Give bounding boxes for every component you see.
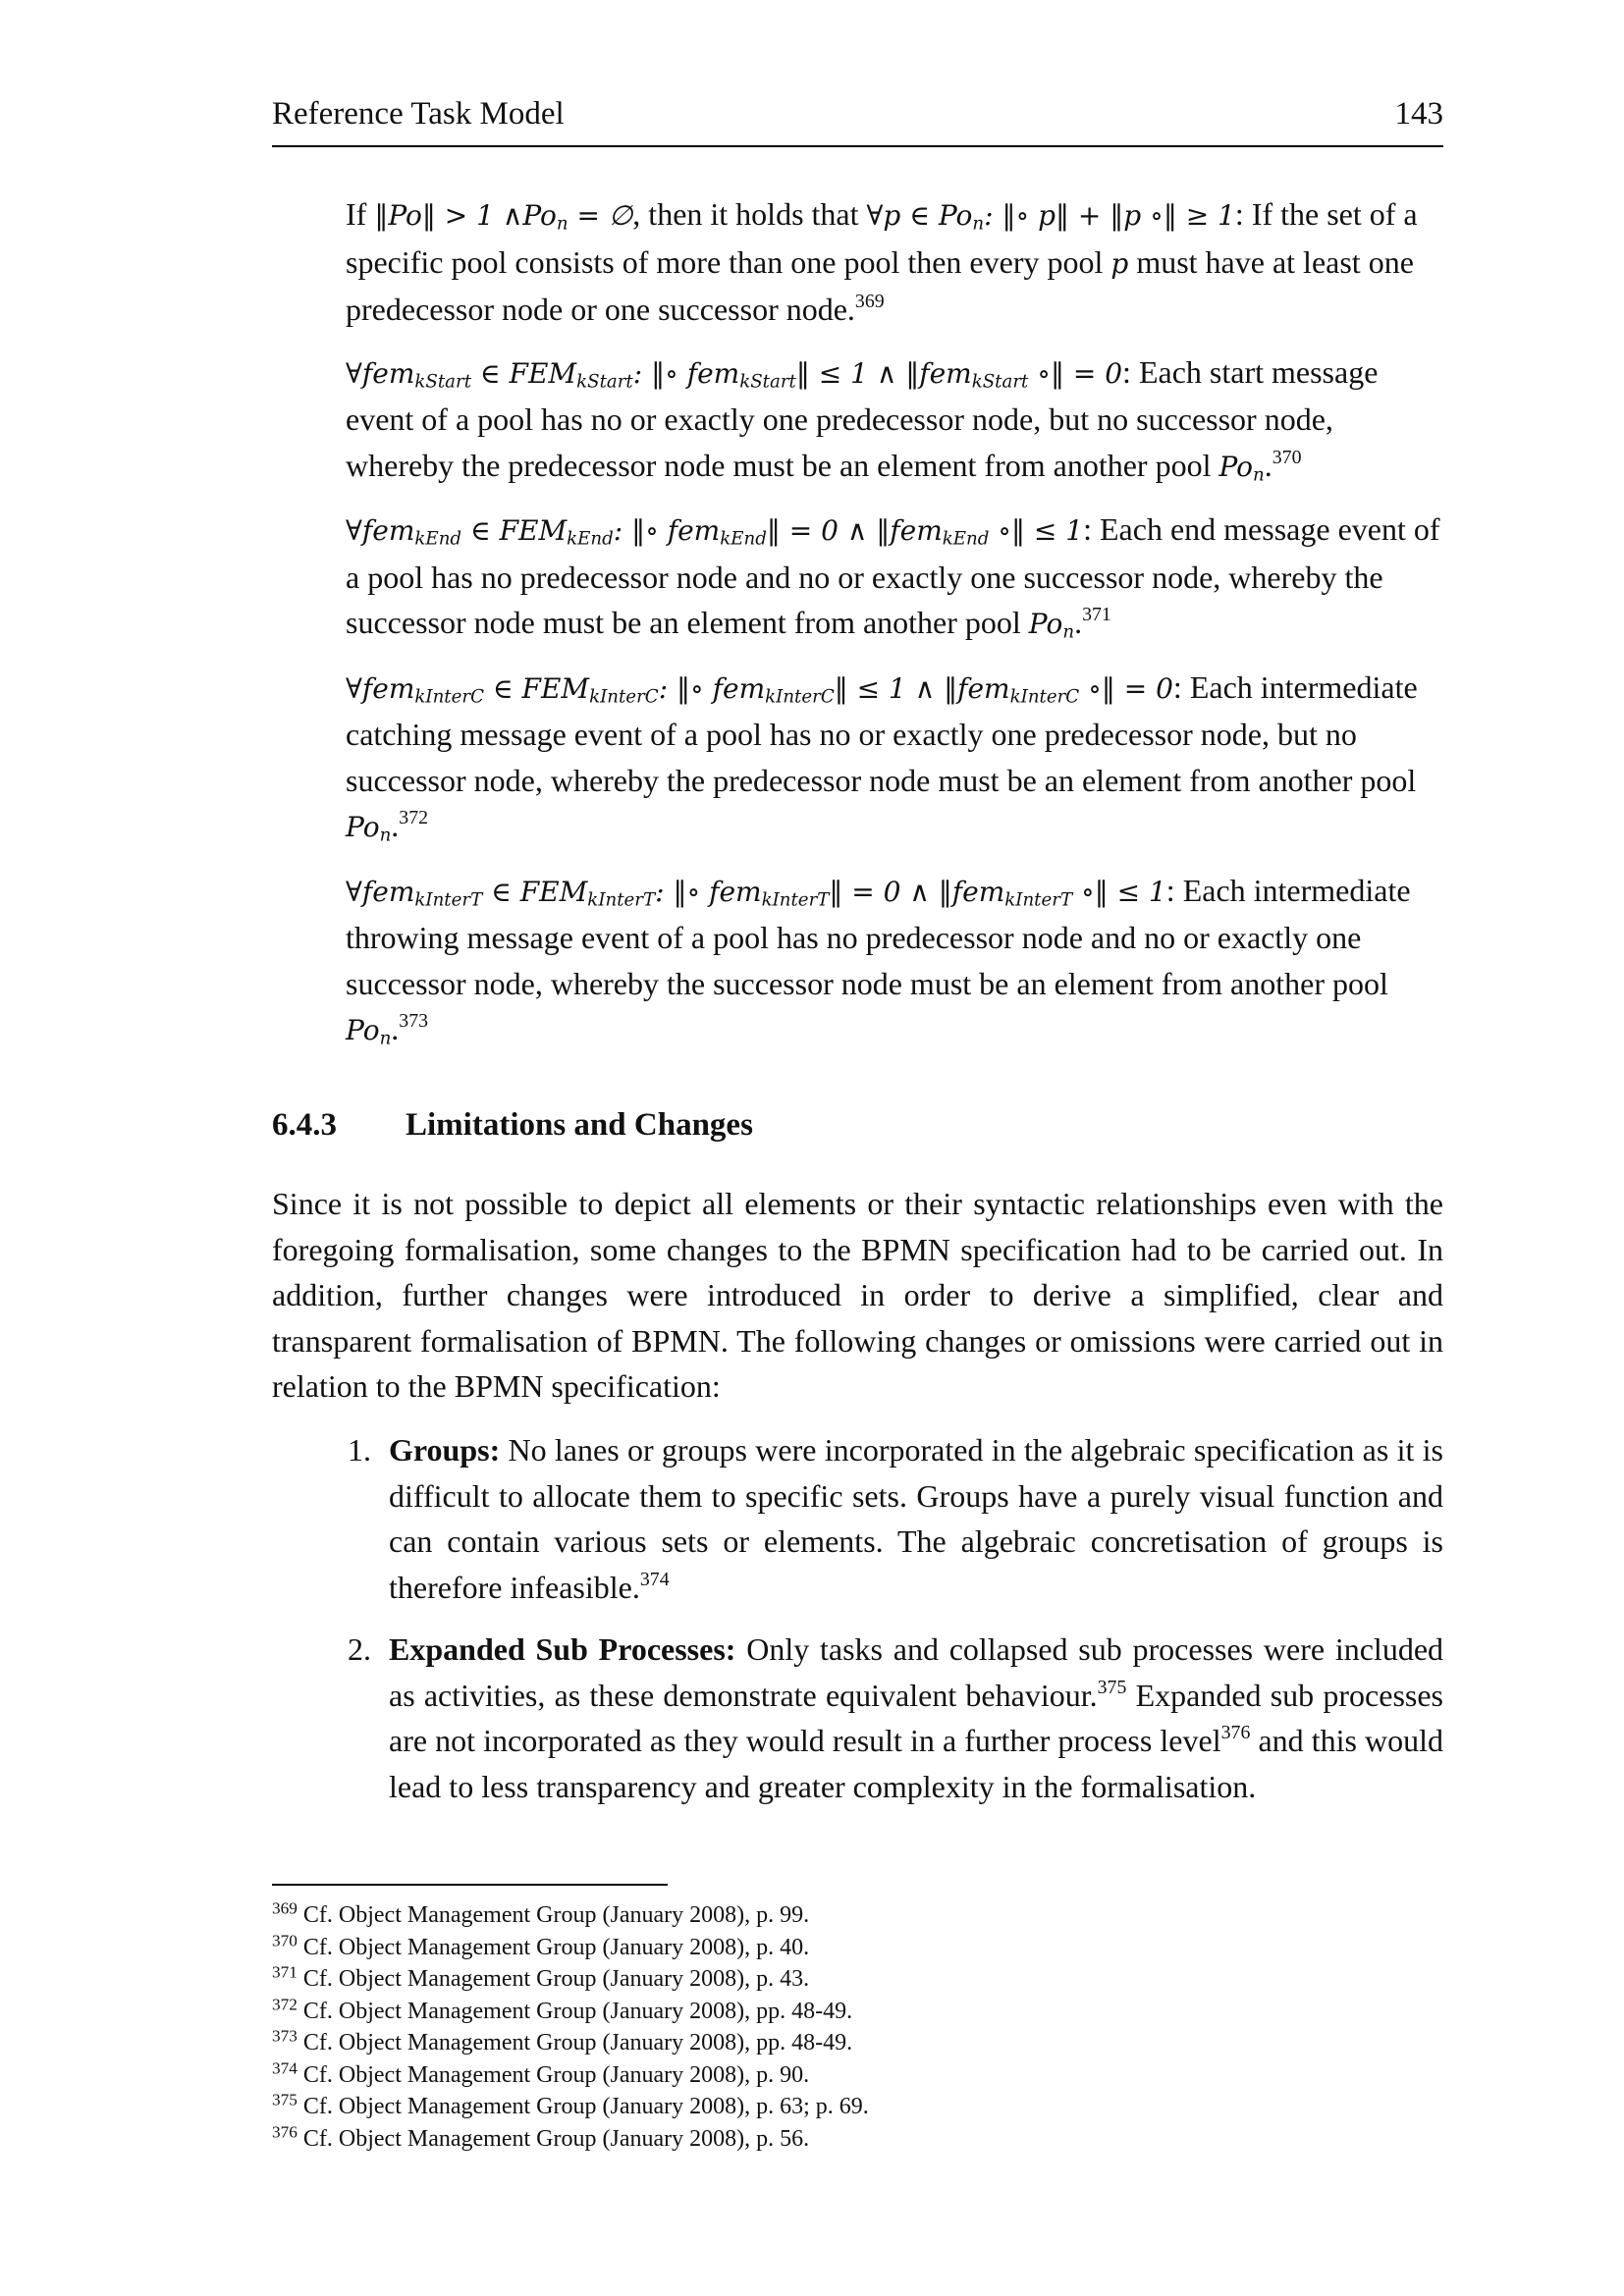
footnote-ref[interactable]: 374 [639, 1568, 670, 1590]
footnote: $^{374}$ Cf. Object Management Group (January 2008), p. 90. [272, 2057, 810, 2088]
changes-list [348, 1427, 1443, 1826]
header-title: Reference Task Model [272, 96, 565, 132]
section-number: 6.4.3 [272, 1107, 337, 1143]
list-term: Groups: [389, 1432, 501, 1468]
list-item-expanded-sub-processes [348, 1627, 1443, 1809]
footnote: $^{370}$ Cf. Object Management Group (January 2008), p. 40. [272, 1930, 810, 1960]
list-number: 1. [348, 1432, 371, 1468]
footnote: $^{375}$ Cf. Object Management Group (January 2008), p. 63; p. 69. [272, 2090, 869, 2119]
list-term: Expanded Sub Processes: [389, 1631, 736, 1667]
formal-rules [346, 191, 1443, 1071]
rule-start-message-event: ∀fem$_{kStart}$ ∈ $FEM_{kStart}$: ‖∘ fem$_{kStart}$‖ ≤ 1 ∧ ‖fem$_{kStart}$ ∘‖ = 0: Each start message event of a pool has no or exactly one predecessor node, but no successor node, whereby the predecessor node must be an element from another pool $Po_n.^{370}$ [346, 353, 1379, 486]
footnote-ref[interactable]: 371 [1082, 604, 1111, 626]
footnote: $^{371}$ Cf. Object Management Group (January 2008), p. 43. [272, 1962, 810, 1992]
section-title: Limitations and Changes [406, 1107, 753, 1143]
footnote-ref[interactable]: 373 [399, 1010, 429, 1033]
footnote: $^{373}$ Cf. Object Management Group (January 2008), pp. 48-49. [272, 2026, 853, 2056]
footnote: $^{372}$ Cf. Object Management Group (January 2008), pp. 48-49. [272, 1994, 853, 2024]
list-number: 2. [348, 1631, 371, 1667]
footnote-ref[interactable]: 375 [1097, 1676, 1127, 1698]
list-text: Expanded sub processes are not incorporated as they would result in a further process level [389, 1677, 1444, 1758]
list-item-groups [348, 1427, 1443, 1610]
running-header [272, 96, 1443, 147]
rule-intermediate-catching-event: ∀fem$_{kInterC}$ ∈ $FEM_{kInterC}$: ‖∘ fem$_{kInterC}$‖ ≤ 1 ∧ ‖fem$_{kInterC}$ ∘‖ = 0: Each intermediate catching message event of a pool has no or exactly one predecessor node, but no successor node, whereby the predecessor node must be an element from another pool $Po_n.^{372}$ [346, 668, 1418, 846]
rule-end-message-event: ∀fem$_{kEnd}$ ∈ $FEM_{kEnd}$: ‖∘ fem$_{kEnd}$‖ = 0 ∧ ‖fem$_{kEnd}$ ∘‖ ≤ 1: Each end message event of a pool has no predecessor node and no or exactly one successor node, whereby the successor node must be an element from another pool $Po_n.^{371}$ [346, 511, 1440, 643]
section-heading [272, 1107, 753, 1144]
list-text: and this would lead to less transparency and greater complexity in the formalisation. [389, 1723, 1444, 1804]
body-paragraph: Since it is not possible to depict all elements or their syntactic relationships even with the foregoing formalisation, some changes to the BPMN specification had to be carried out. In addition, further changes were introduced in order to derive a simplified, clear and transparent formalisation of BPMN. The following changes or omissions were carried out in relation to the BPMN specification: [272, 1186, 1443, 1404]
footnote-ref[interactable]: 369 [854, 291, 885, 313]
rule-pool-connectivity: If ‖Po‖ > 1 $\wedge Po_n$ = ∅, then it holds that ∀p ∈ $Po_n$: ‖∘ p‖ + ‖p ∘‖ ≥ 1: If the set of a specific pool consists of more than one pool then every pool p must have at least one predecessor node or one successor node.$^{369}$ [346, 196, 1418, 327]
footnote-ref[interactable]: 370 [1272, 446, 1302, 468]
footnote-ref[interactable]: 376 [1220, 1722, 1251, 1744]
list-text: Only tasks and collapsed sub processes were included as activities, as these demonstrate equivalent behaviour. [389, 1631, 1444, 1713]
footnote: $^{369}$ Cf. Object Management Group (January 2008), p. 99. [272, 1898, 810, 1928]
footnote-ref[interactable]: 372 [399, 807, 429, 829]
page-number: 143 [1394, 96, 1443, 132]
list-text: No lanes or groups were incorporated in the algebraic specification as it is difficult to allocate them to specific sets. Groups have a purely visual function and can contain various sets or elements. The algebraic concretisation of groups is therefore infeasible. [389, 1432, 1444, 1605]
footnotes [272, 1899, 869, 2155]
rule-intermediate-throwing-event: ∀fem$_{kInterT}$ ∈ $FEM_{kInterT}$: ‖∘ fem$_{kInterT}$‖ = 0 ∧ ‖fem$_{kInterT}$ ∘‖ ≤ 1: Each intermediate throwing message event of a pool has no predecessor node and no or exactly one successor node, whereby the successor node must be an element from another pool $Po_n.^{373}$ [346, 872, 1411, 1049]
footnote: $^{376}$ Cf. Object Management Group (January 2008), p. 56. [272, 2121, 810, 2152]
footnote-separator [272, 1884, 668, 1886]
